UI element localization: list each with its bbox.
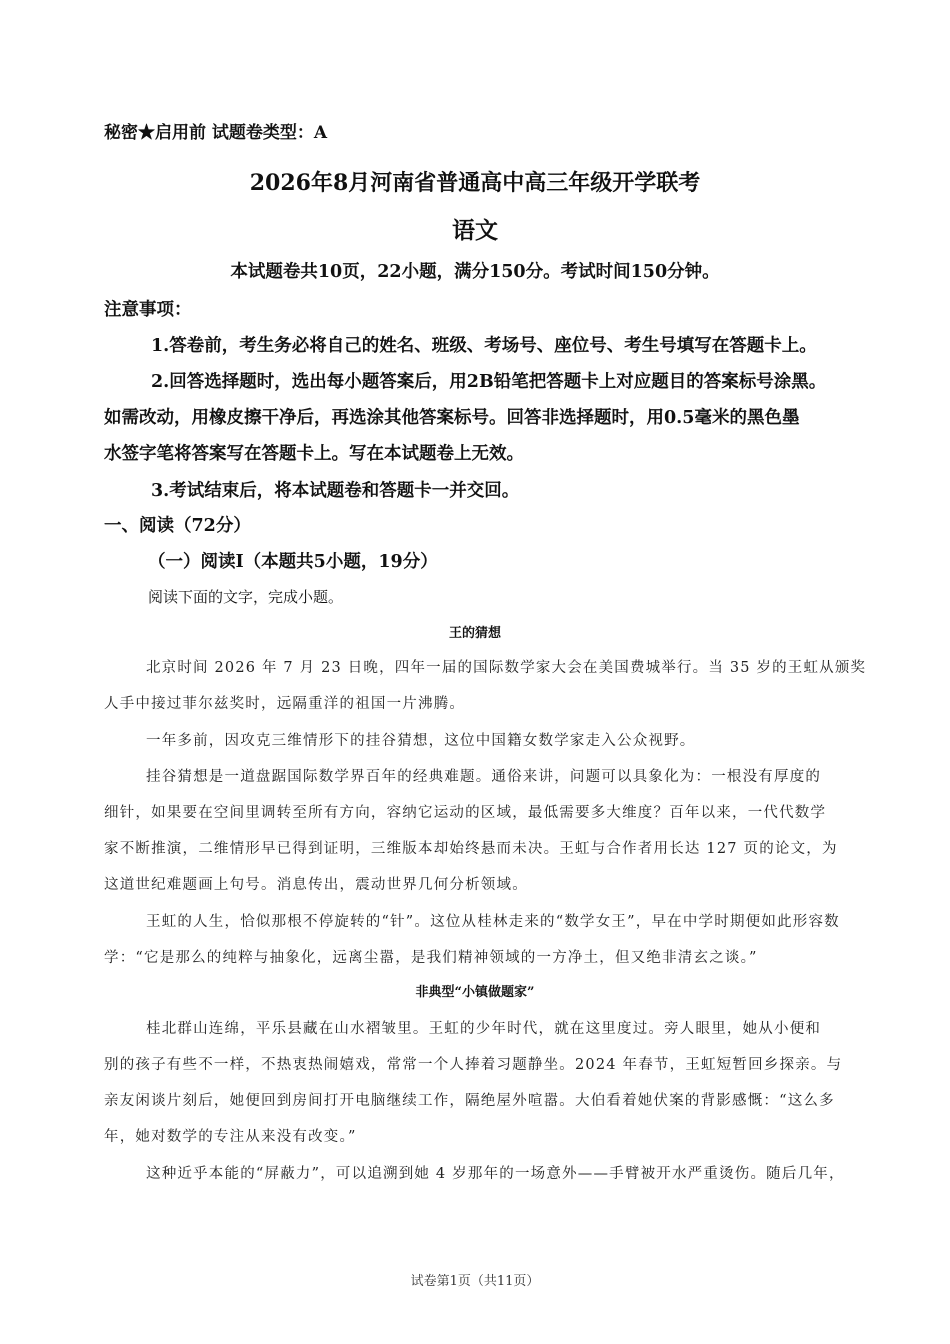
paragraph-line: 北京时间 2026 年 7 月 23 日晚，四年一届的国际数学家大会在美国费城举行。当 35 岁的王虹从颁奖 (146, 660, 867, 676)
paragraph-line: 一年多前，因攻克三维情形下的挂谷猜想，这位中国籍女数学家走入公众视野。 (146, 733, 696, 749)
notice-item: 3.考试结束后，将本试题卷和答题卡一并交回。 (151, 481, 520, 501)
article-title: 王的猜想 (448, 626, 501, 641)
paragraph-line: 亲友闲谈片刻后，她便回到房间打开电脑继续工作，隔绝屋外喧嚣。大伯看着她伏案的背影感慨：“这么多 (104, 1093, 835, 1109)
notice-item: 水签字笔将答案写在答题卡上。写在本试题卷上无效。 (104, 444, 524, 464)
paragraph-line: 桂北群山连绵，平乐县藏在山水褶皱里。王虹的少年时代，就在这里度过。旁人眼里，她从小便和 (146, 1021, 822, 1037)
paragraph-line: 学：“它是那么的纯粹与抽象化，远离尘嚣，是我们精神领域的一方净土，但又绝非清玄之谈。” (104, 950, 758, 966)
paragraph-line: 这种近乎本能的“屏蔽力”，可以追溯到她 4 岁那年的一场意外——手臂被开水严重烫伤。随后几年， (146, 1166, 845, 1182)
paragraph-line: 挂谷猜想是一道盘踞国际数学界百年的经典难题。通俗来讲，问题可以具象化为：一根没有厚度的 (146, 769, 822, 785)
paragraph-line: 家不断推演，二维情形早已得到证明，三维版本却始终悬而未决。王虹与合作者用长达 127 页的论文，为 (104, 841, 838, 857)
instruction-text: 阅读下面的文字，完成小题。 (148, 588, 344, 606)
notice-heading: 注意事项： (104, 300, 192, 320)
part-heading: （一）阅读I（本题共5小题，19分） (148, 552, 438, 572)
exam-title: 2026年8月河南省普通高中高三年级开学联考 (249, 170, 701, 196)
paragraph-line: 年，她对数学的专注从来没有改变。” (104, 1129, 357, 1145)
secrecy-label: 秘密★启用前 试题卷类型：A (104, 123, 328, 143)
paragraph-line: 这道世纪难题画上句号。消息传出，震动世界几何分析领域。 (104, 877, 528, 893)
exam-info: 本试题卷共10页，22小题，满分150分。考试时间150分钟。 (230, 262, 720, 282)
paragraph-line: 别的孩子有些不一样，不热衷热闹嬉戏，常常一个人捧着习题静坐。2024 年春节，王虹短暂回乡探亲。与 (104, 1057, 843, 1073)
paragraph-line: 王虹的人生，恰似那根不停旋转的“针”。这位从桂林走来的“数学女王”，早在中学时期便如此形容数 (146, 914, 840, 930)
subject-title: 语文 (452, 217, 498, 244)
article-subtitle: 非典型“小镇做题家” (415, 985, 535, 1000)
section-heading: 一、阅读（72分） (104, 516, 251, 536)
page-footer: 试卷第1页（共11页） (410, 1274, 540, 1289)
notice-item: 1.答卷前，考生务必将自己的姓名、班级、考场号、座位号、考生号填写在答题卡上。 (151, 336, 817, 356)
paragraph-line: 人手中接过菲尔兹奖时，远隔重洋的祖国一片沸腾。 (104, 696, 466, 712)
paragraph-line: 细针，如果要在空间里调转至所有方向，容纳它运动的区域，最低需要多大维度？百年以来，一代代数学 (104, 805, 827, 821)
notice-item: 2.回答选择题时，选出每小题答案后，用2B铅笔把答题卡上对应题目的答案标号涂黑。 (151, 372, 827, 392)
notice-item: 如需改动，用橡皮擦干净后，再选涂其他答案标号。回答非选择题时，用0.5毫米的黑色墨 (104, 408, 800, 428)
